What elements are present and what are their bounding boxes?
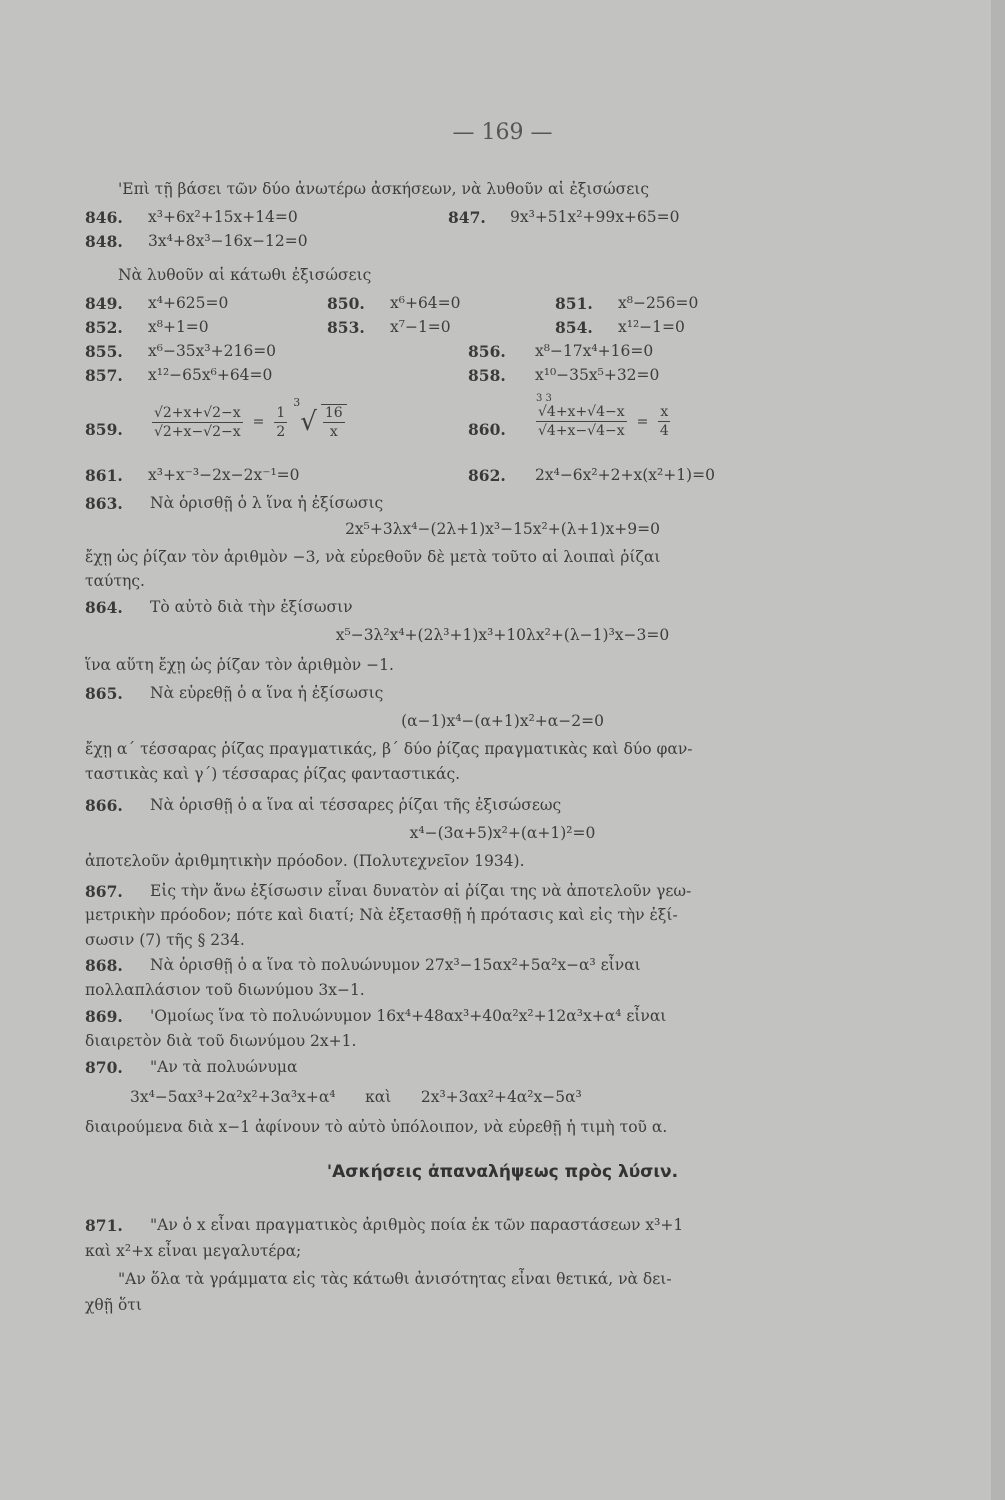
equation: x⁶−35x³+216=0 [148, 342, 277, 360]
denominator: 2 [276, 423, 286, 440]
equation: 9x³+51x²+99x+65=0 [510, 208, 680, 226]
exercise-text: "Αν ὅλα τὰ γράμματα εἰς τὰς κάτωθι ἀνισότητας εἶναι θετικά, νὰ δει- [118, 1270, 672, 1288]
exercise-number: 867. [85, 882, 123, 901]
exercise-number: 848. [85, 232, 123, 251]
fraction-equation-859: $\frac{√2+x+√2-x}{√2+x-√2-x}$ = $\frac{1}{2}$ 3 √ $\frac{16}{x}$ [148, 404, 351, 440]
exercise-text: Νὰ εὑρεθῇ ὁ α ἵνα ἡ ἐξίσωσις [150, 684, 384, 702]
equation: x¹⁰−35x⁵+32=0 [535, 366, 660, 384]
equation: x⁸−256=0 [618, 294, 699, 312]
exercise-number: 852. [85, 318, 123, 337]
equation: x⁸+1=0 [148, 318, 209, 336]
exercise-number: 870. [85, 1058, 123, 1077]
equation: 3x⁴+8x³−16x−12=0 [148, 232, 308, 250]
exercise-text: σωσιν (7) τῆς § 234. [85, 931, 245, 949]
exercise-text: χθῇ ὅτι [85, 1296, 142, 1314]
exercise-text: ἔχῃ ὡς ῥίζαν τὸν ἀριθμὸν −3, νὰ εὑρεθοῦν δὲ μετὰ τοῦτο αἱ λοιπαὶ ῥίζαι [85, 548, 661, 566]
denominator: √4+x−√4−x [538, 423, 625, 439]
exercise-text: διαιρετὸν διὰ τοῦ διωνύμου 2x+1. [85, 1032, 357, 1050]
page-number: — 169 — [452, 120, 553, 145]
section-heading: 'Ασκήσεις ἀπαναλήψεως πρὸς λύσιν. [326, 1162, 679, 1182]
numerator: 1 [276, 404, 286, 421]
exercise-number: 863. [85, 494, 123, 513]
fraction [274, 405, 287, 440]
root-indices: 3 3 [536, 393, 552, 404]
exercise-number: 865. [85, 684, 123, 703]
fraction-equation-860: $\frac{√4+x+√4-x}{√4+x-√4-x}$ = $\frac{x}{4}$ [538, 404, 669, 439]
exercise-number: 869. [85, 1007, 123, 1026]
exercise-text: ταύτης. [85, 572, 145, 590]
exercise-text: Νὰ ὁρισθῇ ὁ α ἵνα τὸ πολυώνυμον 27x³−15αx²+5α²x−α³ εἶναι [150, 956, 641, 974]
display-equation: x⁴−(3α+5)x²+(α+1)²=0 [409, 824, 596, 842]
exercise-number: 853. [327, 318, 365, 337]
numerator: 16 [324, 405, 343, 421]
display-equation: (α−1)x⁴−(α+1)x²+α−2=0 [401, 712, 604, 730]
exercise-number: 856. [468, 342, 506, 361]
equation: 2x⁴−6x²+2+x(x²+1)=0 [535, 466, 715, 484]
display-equation: 3x⁴−5αx³+2α²x²+3α³x+α⁴ καὶ 2x³+3αx²+4α²x−5α³ [130, 1088, 582, 1106]
exercise-text: μετρικὴν πρόοδον; πότε καὶ διατί; Νὰ ἐξετασθῇ ἡ πρότασις καὶ εἰς τὴν ἐξί- [85, 906, 678, 924]
exercise-number: 846. [85, 208, 123, 227]
exercise-number: 868. [85, 956, 123, 975]
exercise-number: 857. [85, 366, 123, 385]
equation: x¹²−1=0 [618, 318, 685, 336]
fraction [321, 404, 347, 440]
equation: x³+x⁻³−2x−2x⁻¹=0 [148, 466, 300, 484]
equation: x⁶+64=0 [390, 294, 461, 312]
exercise-text: ἀποτελοῦν ἀριθμητικὴν πρόοδον. (Πολυτεχνεῖον 1934). [85, 852, 525, 870]
exercise-text: ἵνα αὕτη ἔχῃ ὡς ῥίζαν τὸν ἀριθμὸν −1. [85, 656, 394, 674]
equation: x⁴+625=0 [148, 294, 229, 312]
numerator: x [660, 404, 669, 420]
root-index: 3 [293, 395, 301, 409]
exercise-number: 859. [85, 420, 123, 439]
page-edge [991, 0, 1005, 1500]
exercise-number: 847. [448, 208, 486, 227]
exercise-number: 866. [85, 796, 123, 815]
exercise-number: 871. [85, 1216, 123, 1235]
exercise-text: ἔχῃ α΄ τέσσαρας ῥίζας πραγματικάς, β΄ δύο ῥίζας πραγματικὰς καὶ δύο φαν- [85, 740, 693, 758]
denominator: √2+x−√2−x [154, 423, 241, 440]
fraction [658, 404, 670, 439]
exercise-text: Τὸ αὐτὸ διὰ τὴν ἐξίσωσιν [150, 598, 353, 616]
exercise-number: 854. [555, 318, 593, 337]
equation: x⁷−1=0 [390, 318, 451, 336]
exercise-text: "Αν ὁ x εἶναι πραγματικὸς ἀριθμὸς ποία ἐκ τῶν παραστάσεων x³+1 [150, 1216, 684, 1234]
display-equation: 2x⁵+3λx⁴−(2λ+1)x³−15x²+(λ+1)x+9=0 [345, 520, 660, 538]
equation: x¹²−65x⁶+64=0 [148, 366, 273, 384]
exercise-text: 'Ομοίως ἵνα τὸ πολυώνυμον 16x⁴+48αx³+40α²x²+12α³x+α⁴ εἶναι [150, 1007, 667, 1025]
exercise-number: 850. [327, 294, 365, 313]
exercise-text: πολλαπλάσιον τοῦ διωνύμου 3x−1. [85, 981, 365, 999]
exercise-number: 849. [85, 294, 123, 313]
display-equation: x⁵−3λ²x⁴+(2λ³+1)x³+10λx²+(λ−1)³x−3=0 [335, 626, 670, 644]
equation: x⁸−17x⁴+16=0 [535, 342, 654, 360]
exercise-number: 862. [468, 466, 506, 485]
equation: x³+6x²+15x+14=0 [148, 208, 298, 226]
fraction [536, 404, 627, 439]
exercise-number: 860. [468, 420, 506, 439]
numerator: √2+x+√2−x [154, 404, 241, 421]
denominator: x [329, 424, 338, 440]
exercise-number: 864. [85, 598, 123, 617]
exercise-text: διαιρούμενα διὰ x−1 ἀφίνουν τὸ αὐτὸ ὑπόλοιπον, νὰ εὑρεθῇ ἡ τιμὴ τοῦ α. [85, 1118, 668, 1136]
exercise-number: 861. [85, 466, 123, 485]
fraction [152, 405, 243, 440]
intro-text: 'Επὶ τῇ βάσει τῶν δύο ἀνωτέρω ἀσκήσεων, νὰ λυθοῦν αἱ ἐξισώσεις [118, 180, 650, 198]
exercise-number: 858. [468, 366, 506, 385]
exercise-text: "Αν τὰ πολυώνυμα [150, 1058, 298, 1076]
exercise-number: 851. [555, 294, 593, 313]
exercise-text: Νὰ ὁρισθῇ ὁ λ ἵνα ἡ ἐξίσωσις [150, 494, 384, 512]
denominator: 4 [659, 423, 669, 439]
exercise-number: 855. [85, 342, 123, 361]
numerator: √4+x+√4−x [538, 404, 625, 420]
exercise-text: ταστικὰς καὶ γ΄) τέσσαρας ῥίζας φανταστικάς. [85, 765, 461, 783]
intro-text: Νὰ λυθοῦν αἱ κάτωθι ἐξισώσεις [118, 266, 372, 284]
exercise-text: καὶ x²+x εἶναι μεγαλυτέρα; [85, 1242, 302, 1260]
exercise-text: Νὰ ὁρισθῇ ὁ α ἵνα αἱ τέσσαρες ῥίζαι τῆς ἐξισώσεως [150, 796, 562, 814]
exercise-text: Εἰς τὴν ἄνω ἐξίσωσιν εἶναι δυνατὸν αἱ ῥίζαι της νὰ ἀποτελοῦν γεω- [150, 882, 692, 900]
